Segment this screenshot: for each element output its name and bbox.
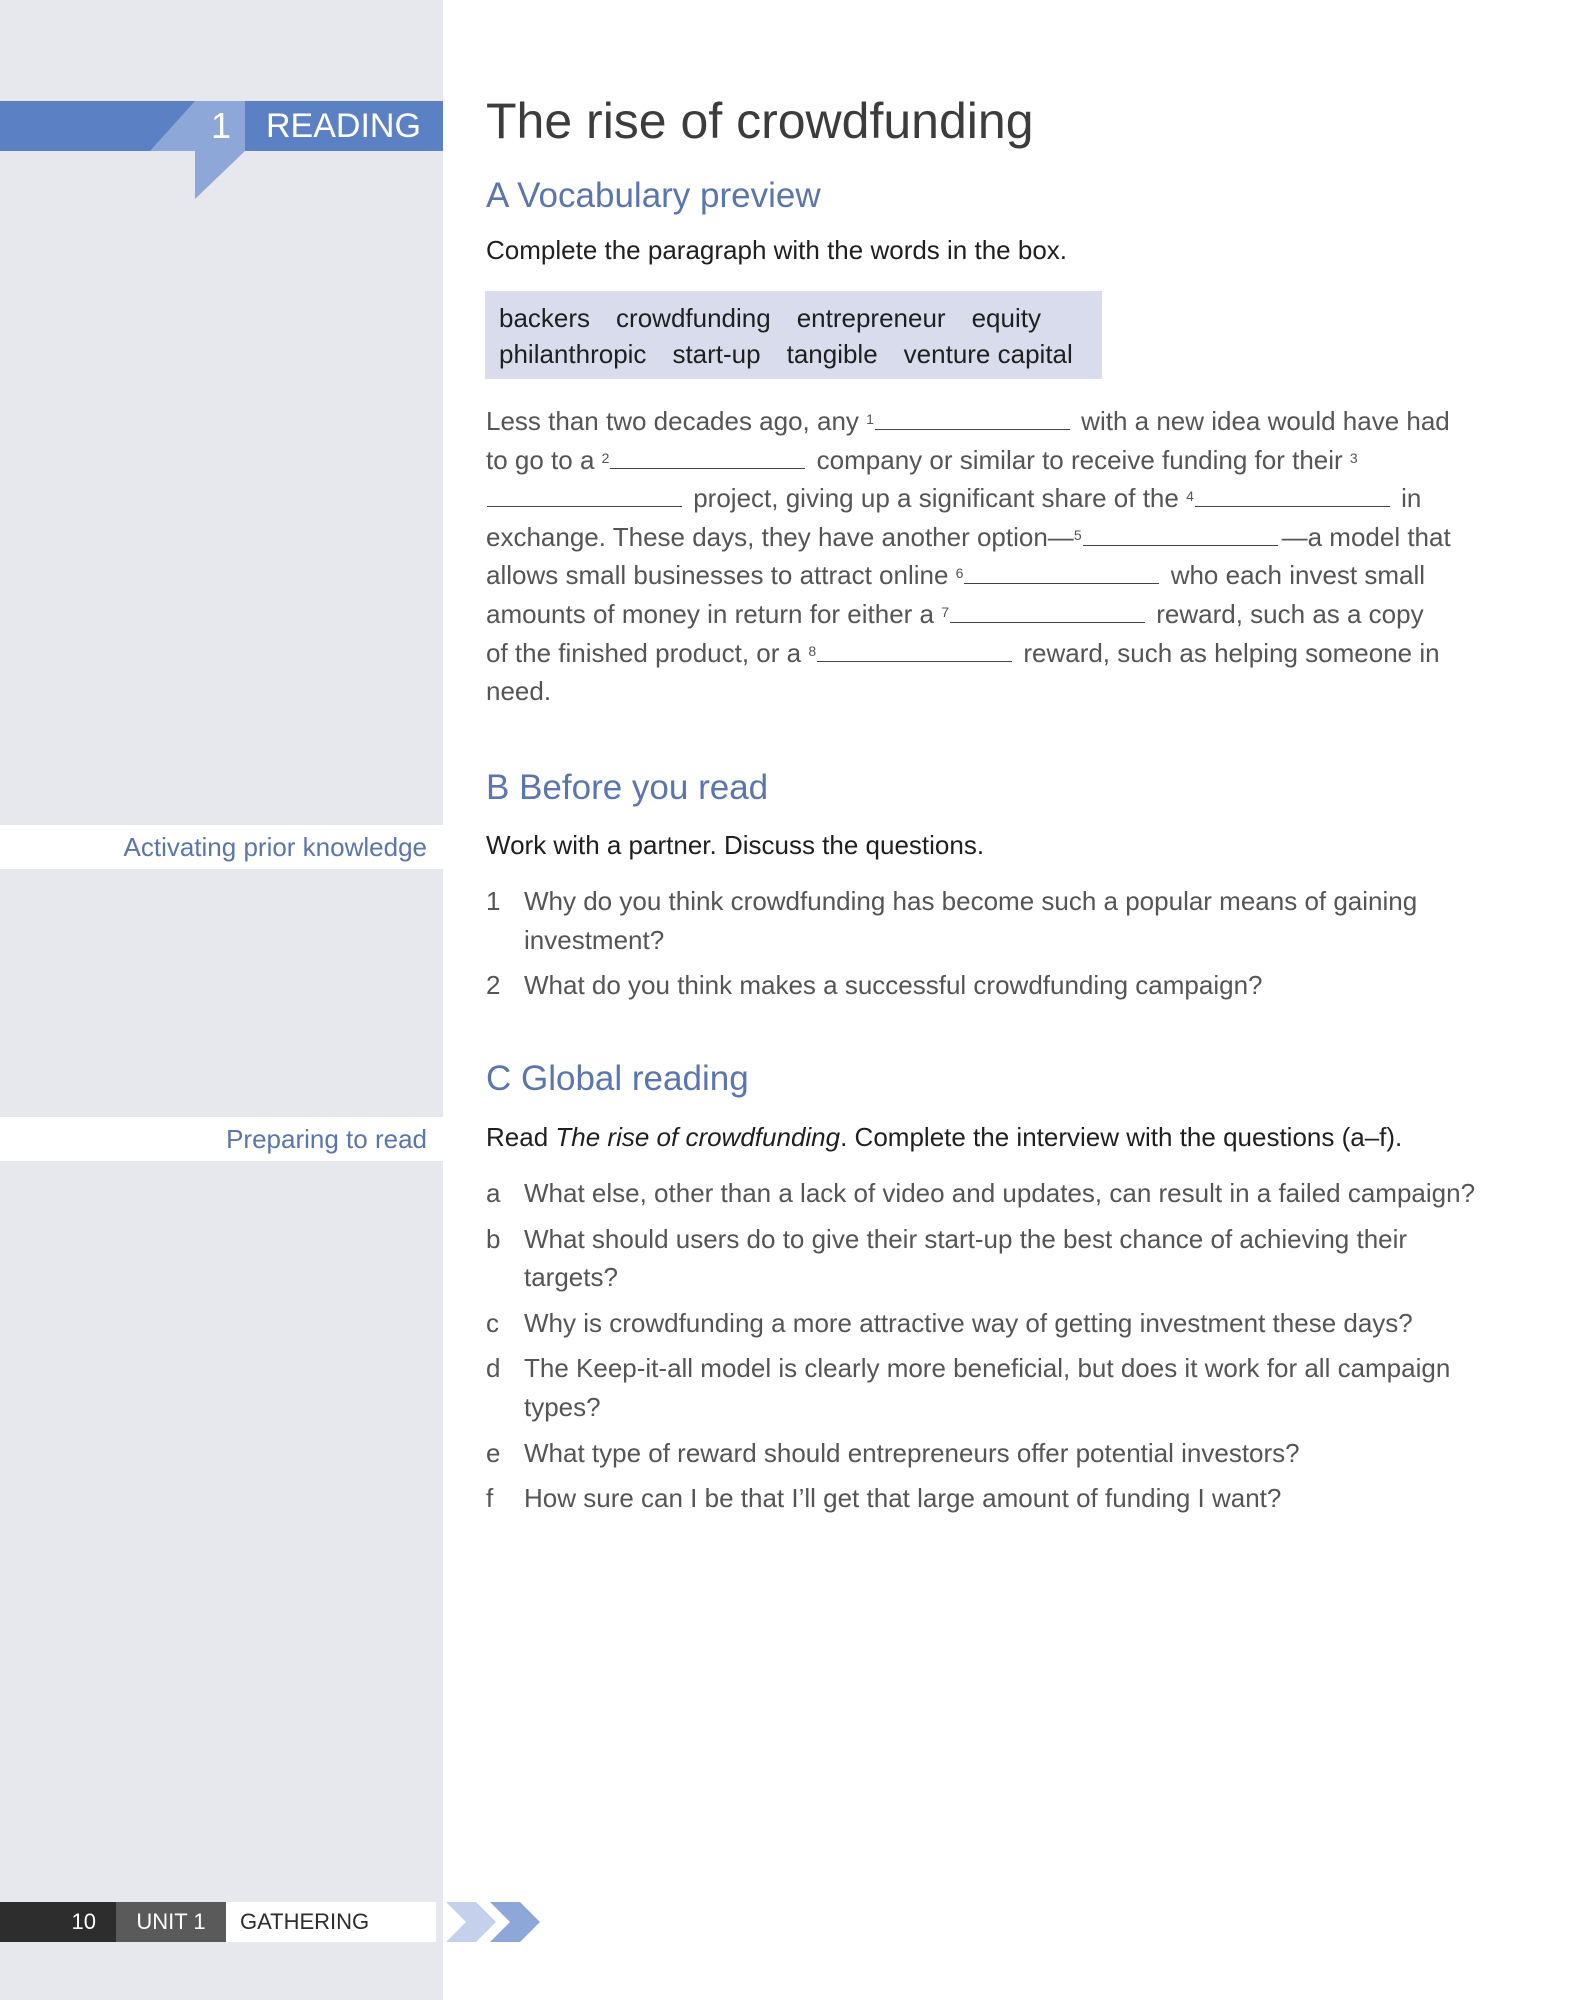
gap-blank[interactable] [610, 446, 805, 469]
gap-blank[interactable] [950, 600, 1145, 623]
page-number: 10 [0, 1902, 116, 1942]
word-box-row [499, 300, 1088, 336]
section-b-heading: B Before you read [486, 768, 769, 807]
gap-number: 4 [1186, 488, 1194, 505]
list-item [486, 1304, 1476, 1343]
item-label: c [486, 1307, 499, 1338]
gap-blank[interactable] [817, 639, 1012, 662]
gap-blank[interactable] [1083, 523, 1278, 546]
item-text: The Keep-it-all model is clearly more beneficial, but does it work for all campaign types? [524, 1353, 1451, 1422]
list-item [486, 1174, 1476, 1213]
gap-number: 8 [808, 642, 817, 659]
paragraph-text: company or similar to receive funding for their [809, 444, 1350, 475]
interview-question-list [486, 1174, 1476, 1525]
item-label: 2 [486, 970, 501, 1001]
item-label: b [486, 1223, 501, 1254]
section-a-heading: A Vocabulary preview [486, 176, 821, 215]
section-c-instruction [486, 1122, 1402, 1153]
item-text: What type of reward should entrepreneurs offer potential investors? [524, 1437, 1300, 1468]
footer-unit-name: GATHERING [226, 1902, 436, 1942]
section-number: 1 [210, 105, 232, 146]
list-item [486, 1220, 1476, 1297]
gap-fill-paragraph [486, 402, 1451, 711]
instruction-text: . Complete the interview with the questions (a–f). [840, 1122, 1403, 1152]
item-label: d [486, 1353, 501, 1384]
instruction-italic-title: The rise of crowdfunding [555, 1122, 841, 1152]
footer-chevron-icon [446, 1902, 496, 1942]
paragraph-text: Less than two decades ago, any [486, 406, 867, 436]
item-text: What do you think makes a successful crowdfunding campaign? [524, 970, 1263, 1001]
item-label: a [486, 1178, 501, 1208]
gap-number: 3 [1349, 449, 1358, 466]
gap-blank[interactable] [964, 561, 1159, 584]
item-label: f [486, 1483, 494, 1514]
word-box-item: tangible [786, 339, 878, 369]
footer-chevron-icon [490, 1902, 540, 1942]
left-margin-panel [0, 0, 443, 2000]
paragraph-text: who each invest small amounts of money in return for either a [486, 560, 1426, 629]
gap-number: 1 [866, 411, 874, 427]
item-label: e [486, 1437, 501, 1468]
word-box-item: start-up [672, 339, 761, 369]
margin-note-activating-prior-knowledge: Activating prior knowledge [0, 825, 443, 869]
word-box-item: entrepreneur [796, 303, 946, 333]
section-b-instruction: Work with a partner. Discuss the questions. [486, 830, 985, 860]
item-text: What should users do to give their start-up the best chance of achieving their targets? [524, 1223, 1408, 1293]
gap-blank[interactable] [1195, 484, 1390, 507]
gap-number: 5 [1073, 526, 1082, 543]
paragraph-text: —a model that allows small businesses to attract online [486, 521, 1451, 591]
item-text: What else, other than a lack of video and updates, can result in a failed campaign? [524, 1178, 1476, 1208]
item-text: Why do you think crowdfunding has become such a popular means of gaining investment? [524, 886, 1418, 955]
list-item [486, 1434, 1476, 1473]
discussion-question-list [486, 882, 1476, 1012]
list-item [486, 1479, 1476, 1518]
word-box-item: backers [499, 303, 591, 333]
word-box-item: equity [971, 303, 1041, 333]
word-box-item: philanthropic [499, 339, 647, 369]
paragraph-text: project, giving up a significant share of the [686, 483, 1187, 514]
section-c-heading: C Global reading [486, 1059, 749, 1098]
gap-number: 7 [941, 603, 950, 620]
item-text: Why is crowdfunding a more attractive way of getting investment these days? [524, 1307, 1413, 1338]
paragraph-text: reward, such as a copy of the finished product, or a [486, 598, 1424, 668]
paragraph-text: in exchange. These days, they have another option— [486, 483, 1422, 552]
list-item [486, 882, 1476, 959]
paragraph-text: reward, such as helping someone in need. [486, 637, 1440, 707]
footer-unit: UNIT 1 [116, 1902, 226, 1942]
item-label: 1 [486, 886, 501, 916]
gap-number: 2 [601, 449, 610, 466]
paragraph-text: with a new idea would have had to go to a [486, 406, 1450, 475]
gap-number: 6 [955, 565, 964, 582]
word-box-row [499, 336, 1088, 372]
section-label: READING [266, 107, 421, 145]
instruction-text: Read [486, 1122, 556, 1152]
section-a-instruction: Complete the paragraph with the words in the box. [486, 235, 1068, 265]
word-box-item: crowdfunding [616, 303, 771, 333]
margin-note-preparing-to-read: Preparing to read [0, 1117, 443, 1161]
page-title: The rise of crowdfunding [486, 93, 1034, 149]
gap-blank[interactable] [487, 484, 682, 507]
list-item [486, 1349, 1476, 1426]
gap-blank[interactable] [875, 407, 1070, 430]
item-text: How sure can I be that I’ll get that large amount of funding I want? [524, 1483, 1282, 1514]
word-box [485, 291, 1102, 379]
word-box-item: venture capital [903, 339, 1073, 369]
list-item [486, 966, 1476, 1005]
